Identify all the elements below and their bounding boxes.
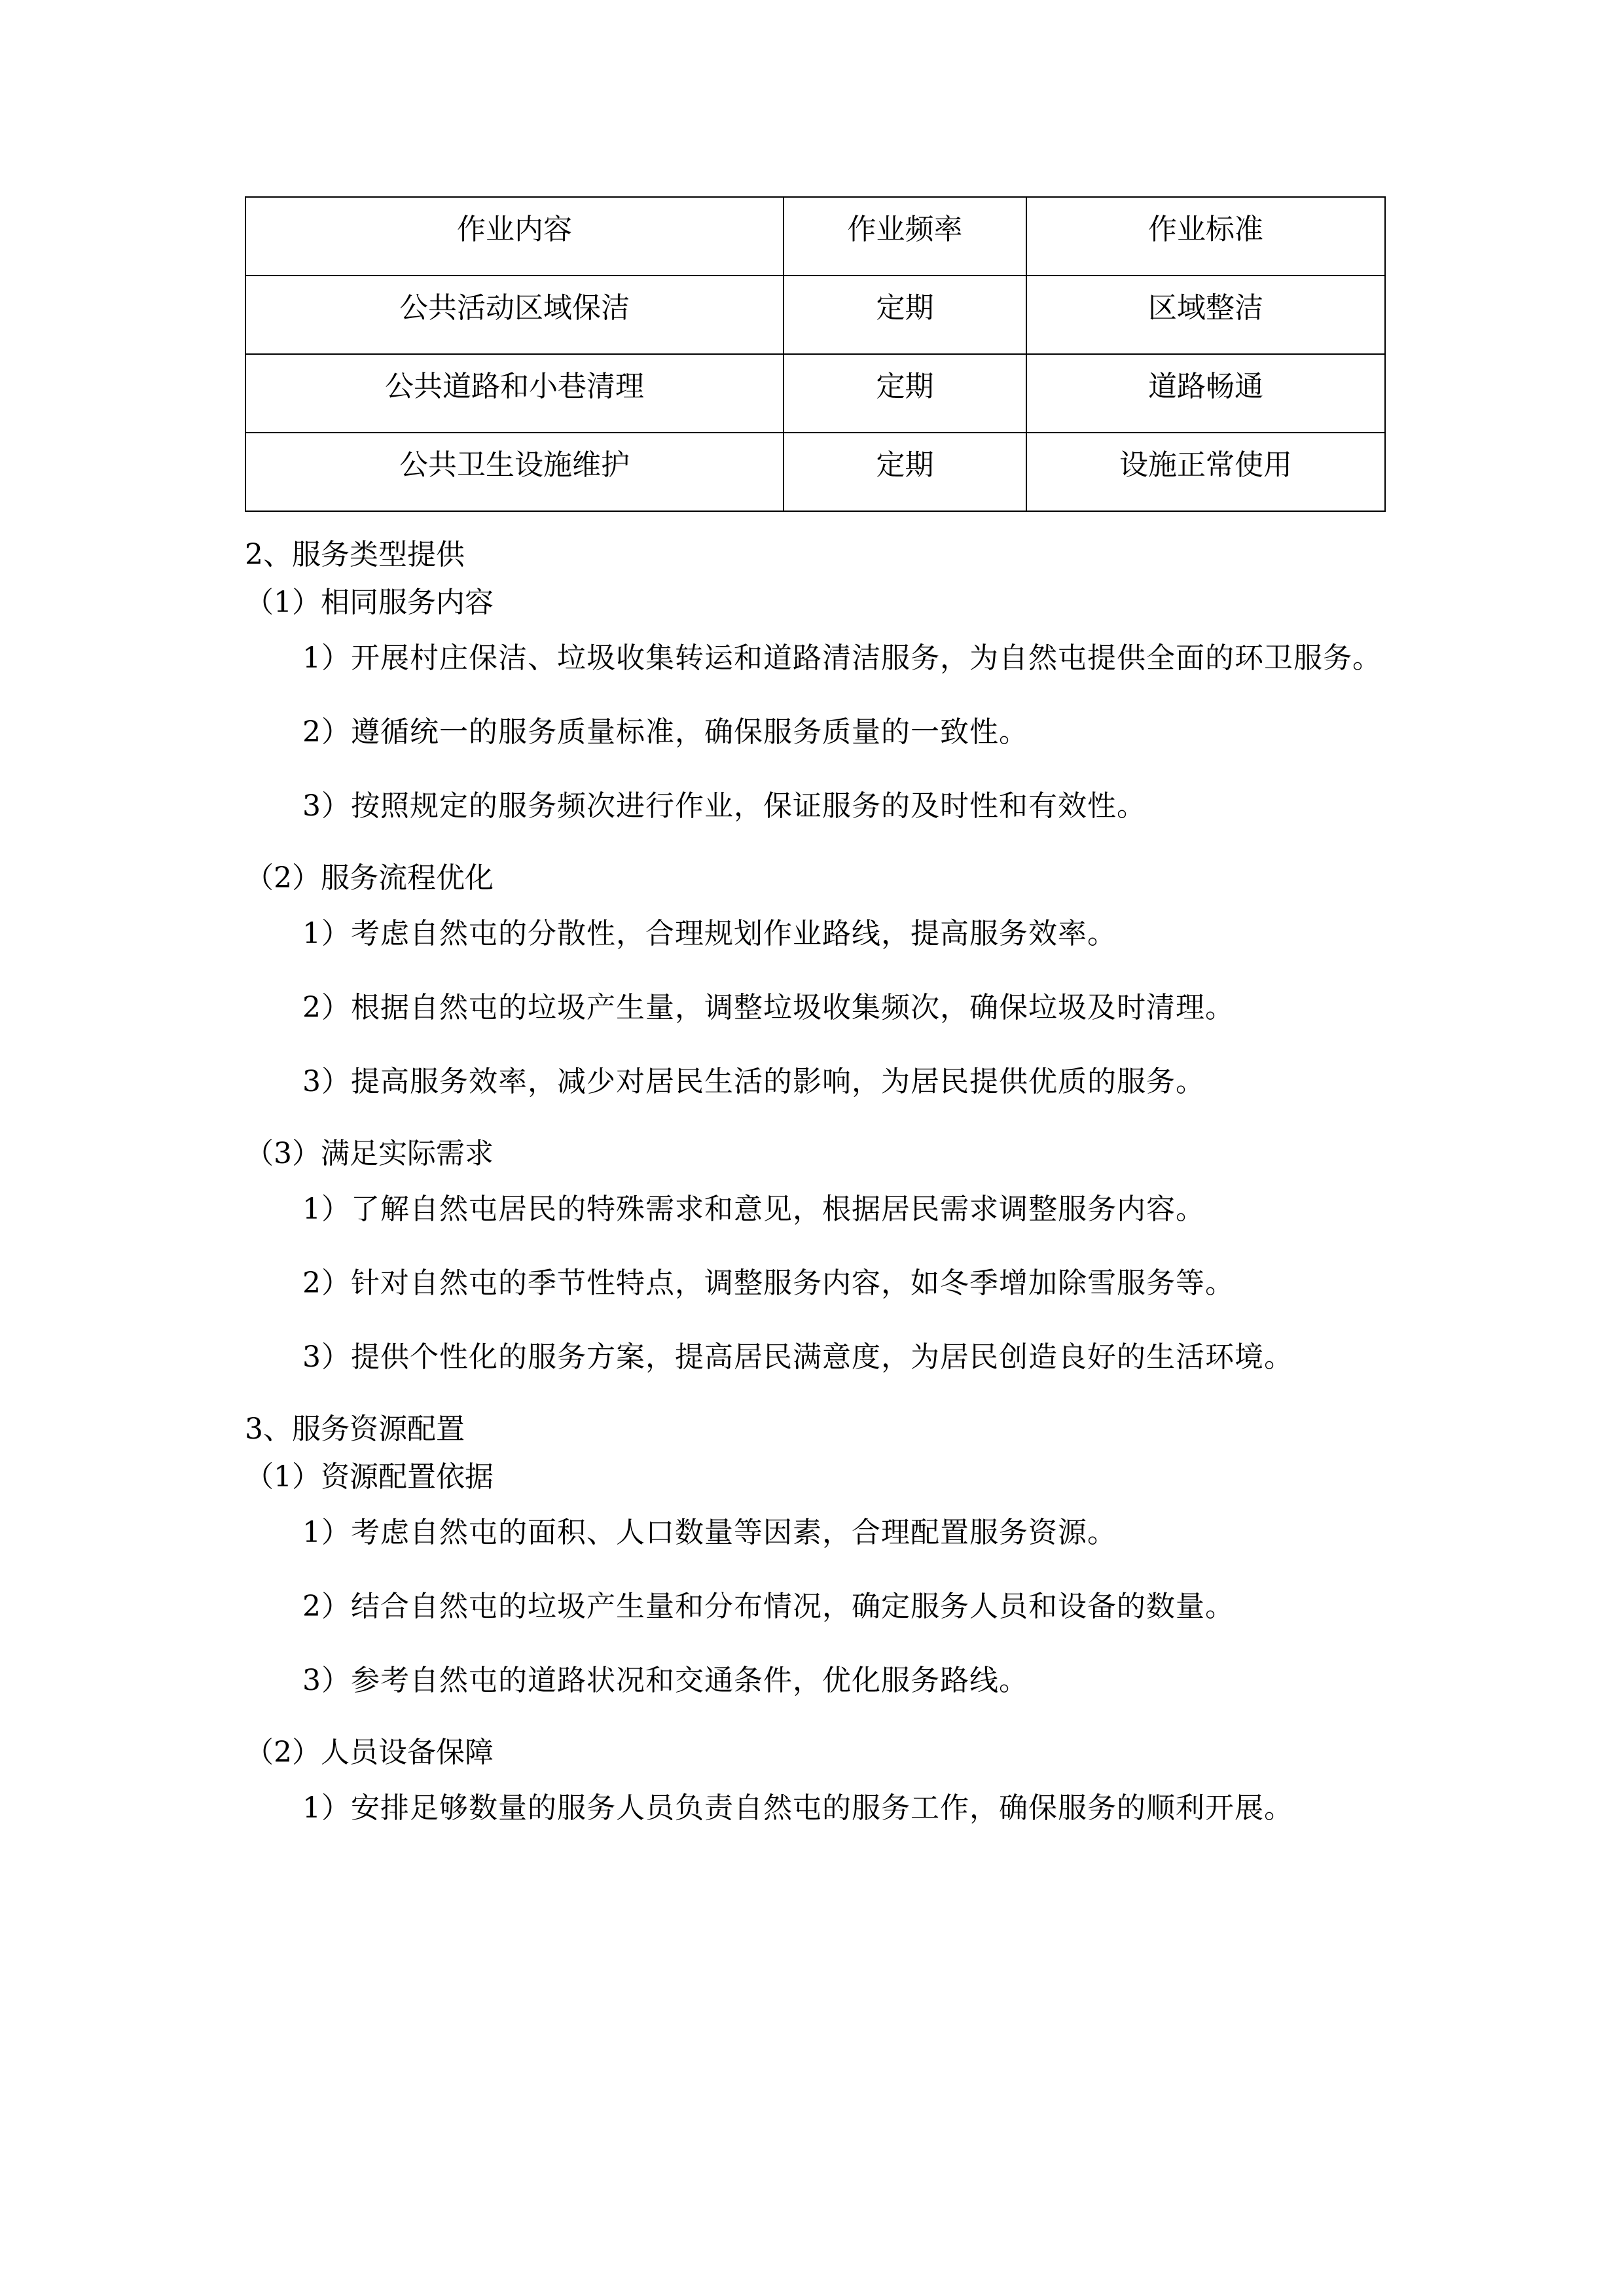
table-cell: 道路畅通	[1026, 354, 1385, 433]
table-cell: 定期	[784, 276, 1026, 354]
table-cell: 区域整洁	[1026, 276, 1385, 354]
table-header-row	[245, 197, 1385, 276]
section-heading: 2、服务类型提供	[245, 538, 465, 571]
paragraph: 1）安排足够数量的服务人员负责自然屯的服务工作，确保服务的顺利开展。	[302, 1791, 1293, 1825]
paragraph: 1）了解自然屯居民的特殊需求和意见，根据居民需求调整服务内容。	[302, 1193, 1205, 1226]
subsection-heading: （3）满足实际需求	[245, 1137, 494, 1170]
paragraph: 2）遵循统一的服务质量标准，确保服务质量的一致性。	[302, 715, 1028, 749]
paragraph: 3）提高服务效率，减少对居民生活的影响，为居民提供优质的服务。	[302, 1065, 1205, 1098]
table-cell: 设施正常使用	[1026, 433, 1385, 511]
document-body	[245, 537, 1384, 1845]
table-row	[245, 433, 1385, 511]
table-cell: 定期	[784, 433, 1026, 511]
table-header-cell: 作业频率	[784, 197, 1026, 276]
table-cell: 定期	[784, 354, 1026, 433]
subsection-heading: （1）资源配置依据	[245, 1460, 494, 1494]
paragraph: 2）根据自然屯的垃圾产生量，调整垃圾收集频次，确保垃圾及时清理。	[302, 991, 1235, 1024]
table-cell: 公共活动区域保洁	[245, 276, 784, 354]
section-heading: 3、服务资源配置	[245, 1412, 465, 1446]
table-row	[245, 354, 1385, 433]
table-cell: 公共道路和小巷清理	[245, 354, 784, 433]
paragraph: 3）按照规定的服务频次进行作业，保证服务的及时性和有效性。	[302, 789, 1146, 823]
paragraph: 3）参考自然屯的道路状况和交通条件，优化服务路线。	[302, 1664, 1028, 1697]
paragraph: 1）考虑自然屯的分散性，合理规划作业路线，提高服务效率。	[302, 917, 1117, 950]
subsection-heading: （2）人员设备保障	[245, 1736, 494, 1769]
table-row	[245, 276, 1385, 354]
paragraph: 2）针对自然屯的季节性特点，调整服务内容，如冬季增加除雪服务等。	[302, 1266, 1235, 1300]
paragraph: 1）开展村庄保洁、垃圾收集转运和道路清洁服务，为自然屯提供全面的环卫服务。	[302, 641, 1382, 675]
paragraph: 2）结合自然屯的垃圾产生量和分布情况，确定服务人员和设备的数量。	[302, 1590, 1235, 1623]
work-standard-table	[245, 196, 1386, 512]
subsection-heading: （1）相同服务内容	[245, 586, 494, 619]
paragraph: 1）考虑自然屯的面积、人口数量等因素，合理配置服务资源。	[302, 1516, 1117, 1549]
table-cell: 公共卫生设施维护	[245, 433, 784, 511]
table-header-cell: 作业标准	[1026, 197, 1385, 276]
table-header-cell: 作业内容	[245, 197, 784, 276]
subsection-heading: （2）服务流程优化	[245, 861, 494, 895]
paragraph: 3）提供个性化的服务方案，提高居民满意度，为居民创造良好的生活环境。	[302, 1340, 1293, 1374]
